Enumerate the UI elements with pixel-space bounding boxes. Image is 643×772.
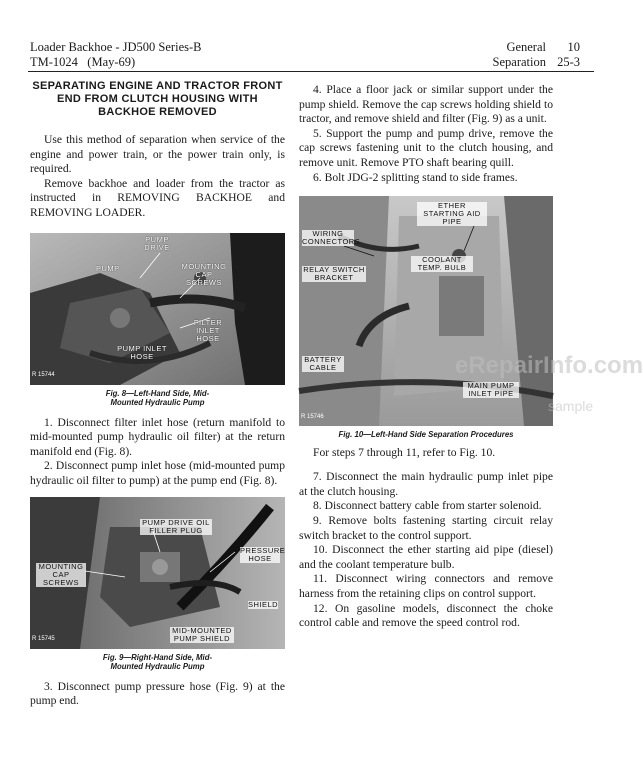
figure-9-caption: Fig. 9—Right-Hand Side, Mid-Mounted Hydraulic Pump xyxy=(102,652,213,672)
fig10-label-ether-starting-aid-pipe: ETHER STARTING AID PIPE xyxy=(417,202,487,226)
watermark-tag: sample xyxy=(548,398,594,414)
fig10-id: R 15746 xyxy=(301,413,324,420)
fig8-label-pump-inlet-hose: PUMP INLET HOSE xyxy=(117,343,167,361)
steps-reference: For steps 7 through 11, refer to Fig. 10. xyxy=(313,445,496,459)
step-9: 9. Remove bolts fastening starting circuit relay switch bracket to the control support. xyxy=(299,514,553,542)
step-5: 5. Support the pump and pump drive, remove the cap screws fastening unit to the clutch housing, and remove unit. Remove PTO shaft bearing quill. xyxy=(299,126,553,169)
step-1: 1. Disconnect filter inlet hose (return manifold to mid-mounted pump hydraulic oil filter) at the return manifold end (Fig. 8). xyxy=(30,415,285,458)
fig8-label-mounting-cap-screws: MOUNTING CAP SCREWS xyxy=(181,261,227,287)
fig9-label-mid-mounted-pump-shield: MID-MOUNTED PUMP SHIELD xyxy=(170,627,234,643)
figure-8-image xyxy=(30,233,285,385)
step-4: 4. Place a floor jack or similar support under the pump shield. Remove the cap screws holding shield to tractor, and remove shield and filter (Fig. 9) as a unit. xyxy=(299,83,553,126)
intro-paragraph-1: Use this method of separation when service of the engine and power train, or the power train only, is required. xyxy=(30,133,285,176)
fig8-label-filter-inlet-hose: FILTER INLET HOSE xyxy=(193,317,223,343)
header-section-block xyxy=(493,40,580,70)
fig9-label-pressure-hose: PRESSURE HOSE xyxy=(240,545,286,563)
subsection-name: Separation xyxy=(492,55,546,69)
step-8: 8. Disconnect battery cable from starter solenoid. xyxy=(313,499,542,513)
page-number: 25-3 xyxy=(557,55,580,69)
header-title-block xyxy=(30,40,201,70)
fig9-id: R 15745 xyxy=(32,635,55,642)
section-heading: SEPARATING ENGINE AND TRACTOR FRONT END FROM CLUTCH HOUSING WITH BACKHOE REMOVED xyxy=(32,80,283,118)
fig10-label-coolant-temp-bulb: COOLANT TEMP. BULB xyxy=(411,256,473,272)
fig10-label-main-pump-inlet-pipe: MAIN PUMP INLET PIPE xyxy=(463,382,519,398)
step-12: 12. On gasoline models, disconnect the choke control cable and remove the speed control rod. xyxy=(299,601,553,630)
figure-10-caption: Fig. 10—Left-Hand Side Separation Procedures xyxy=(338,430,514,440)
fig9-label-mounting-cap-screws: MOUNTING CAP SCREWS xyxy=(36,563,86,587)
fig10-label-wiring-connectors: WIRING CONNECTORS xyxy=(302,229,361,247)
fig10-label-battery-cable: BATTERY CABLE xyxy=(302,356,344,372)
watermark-site: eRepairInfo.com xyxy=(455,352,643,379)
left-column xyxy=(30,80,285,709)
figure-10-photo xyxy=(299,196,553,426)
fig8-id: R 15744 xyxy=(32,371,55,378)
step-11: 11. Disconnect wiring connectors and remove harness from the retaining clips on control support. xyxy=(299,572,553,600)
step-6: 6. Bolt JDG-2 splitting stand to side frames. xyxy=(313,170,518,184)
right-column xyxy=(299,83,553,631)
fig9-label-pump-drive-oil-filler-plug: PUMP DRIVE OIL FILLER PLUG xyxy=(140,519,212,535)
fig9-label-shield: SHIELD xyxy=(248,599,279,609)
step-3: 3. Disconnect pump pressure hose (Fig. 9) at the pump end. xyxy=(30,679,285,708)
fig8-label-pump: PUMP xyxy=(96,263,120,273)
intro-paragraph-2: Remove backhoe and loader from the tractor as instructed in REMOVING BACKHOE and REMOVING LOADER. xyxy=(30,176,285,219)
manual-title: Loader Backhoe - JD500 Series-B xyxy=(30,40,202,54)
figure-9-photo xyxy=(30,497,285,649)
section-name: General xyxy=(506,40,546,54)
fig8-label-pump-drive: PUMP DRIVE xyxy=(144,234,170,252)
step-2: 2. Disconnect pump inlet hose (mid-mounted pump hydraulic oil filter to pump) at the pump end (Fig. 8). xyxy=(30,459,285,487)
header-rule xyxy=(28,71,594,72)
manual-number: TM-1024 (May-69) xyxy=(30,55,136,69)
step-7: 7. Disconnect the main hydraulic pump inlet pipe at the clutch housing. xyxy=(299,470,553,498)
figure-8-caption: Fig. 8—Left-Hand Side, Mid-Mounted Hydraulic Pump xyxy=(105,388,210,408)
step-10: 10. Disconnect the ether starting aid pipe (diesel) and the coolant temperature bulb. xyxy=(299,543,553,571)
figure-8-photo xyxy=(30,233,285,385)
group-number: 10 xyxy=(567,40,580,54)
fig10-label-relay-switch-bracket: RELAY SWITCH BRACKET xyxy=(303,265,365,283)
